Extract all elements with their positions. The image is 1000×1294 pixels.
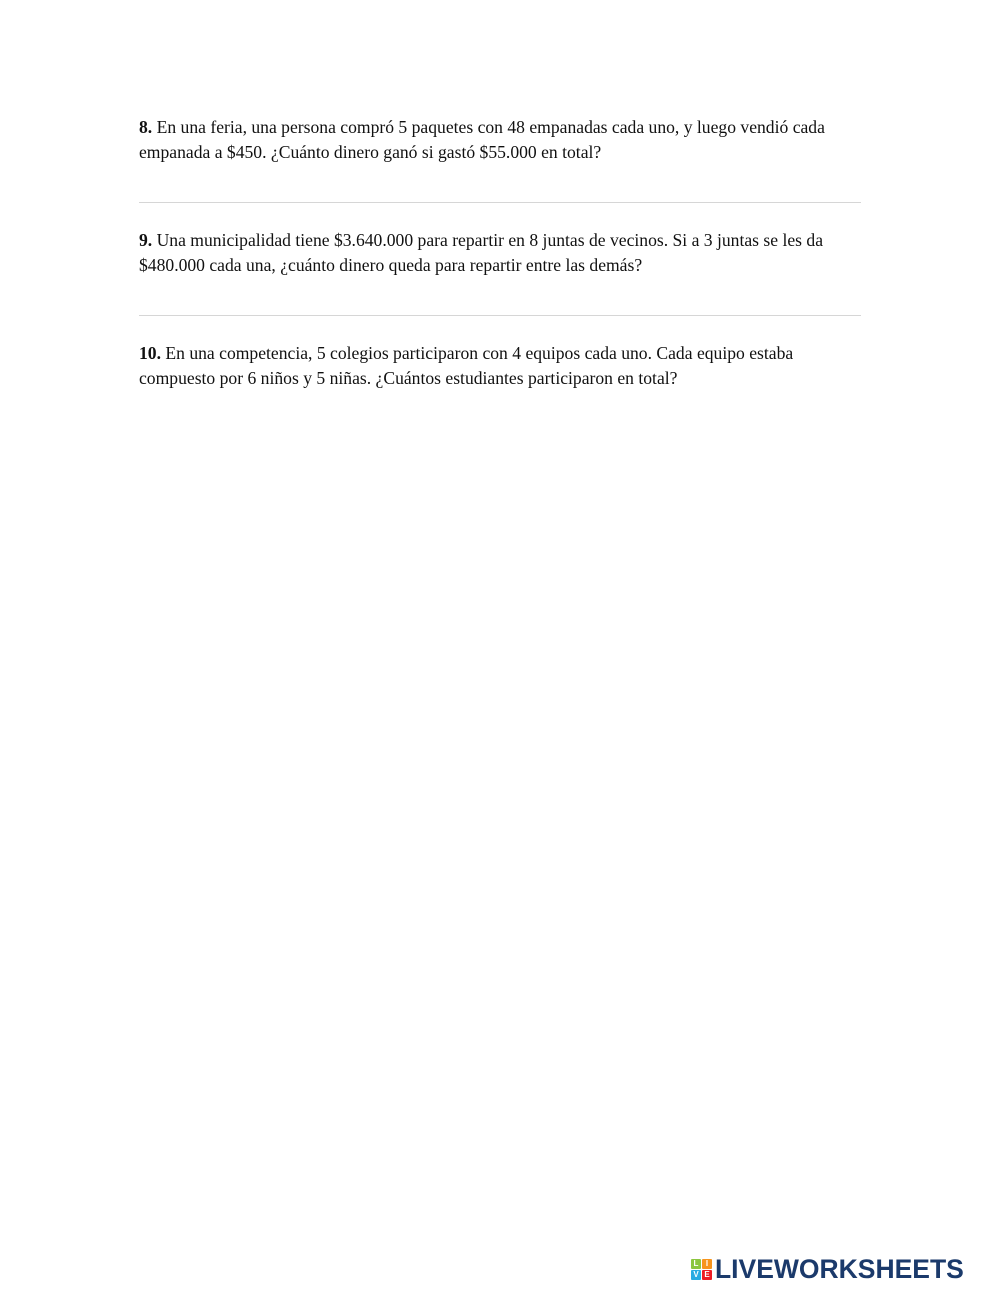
divider bbox=[139, 315, 861, 316]
logo-letter-i: I bbox=[702, 1259, 712, 1269]
logo-mark-icon bbox=[691, 1259, 712, 1280]
problem-8 bbox=[139, 115, 864, 165]
divider bbox=[139, 202, 861, 203]
problem-text: En una feria, una persona compró 5 paquetes con 48 empanadas cada uno, y luego vendió cada empanada a $450. ¿Cuánto dinero ganó si gastó $55.000 en total? bbox=[139, 117, 825, 162]
logo-letter-e: E bbox=[702, 1270, 712, 1280]
logo-letter-v: V bbox=[691, 1270, 701, 1280]
problem-text: Una municipalidad tiene $3.640.000 para repartir en 8 juntas de vecinos. Si a 3 juntas se les da $480.000 cada una, ¿cuánto dinero queda para repartir entre las demás? bbox=[139, 230, 824, 275]
problem-text: En una competencia, 5 colegios participaron con 4 equipos cada uno. Cada equipo estaba compuesto por 6 niños y 5 niñas. ¿Cuántos estudiantes participaron en total? bbox=[139, 343, 794, 388]
problem-number: 9. bbox=[139, 230, 153, 250]
problem-number: 10. bbox=[139, 343, 161, 363]
problem-10 bbox=[139, 341, 864, 391]
logo-letter-l: L bbox=[691, 1259, 701, 1269]
logo-text: LIVEWORKSHEETS bbox=[715, 1254, 964, 1284]
problem-9 bbox=[139, 228, 864, 278]
problem-number: 8. bbox=[139, 117, 153, 137]
liveworksheets-logo bbox=[691, 1254, 964, 1284]
